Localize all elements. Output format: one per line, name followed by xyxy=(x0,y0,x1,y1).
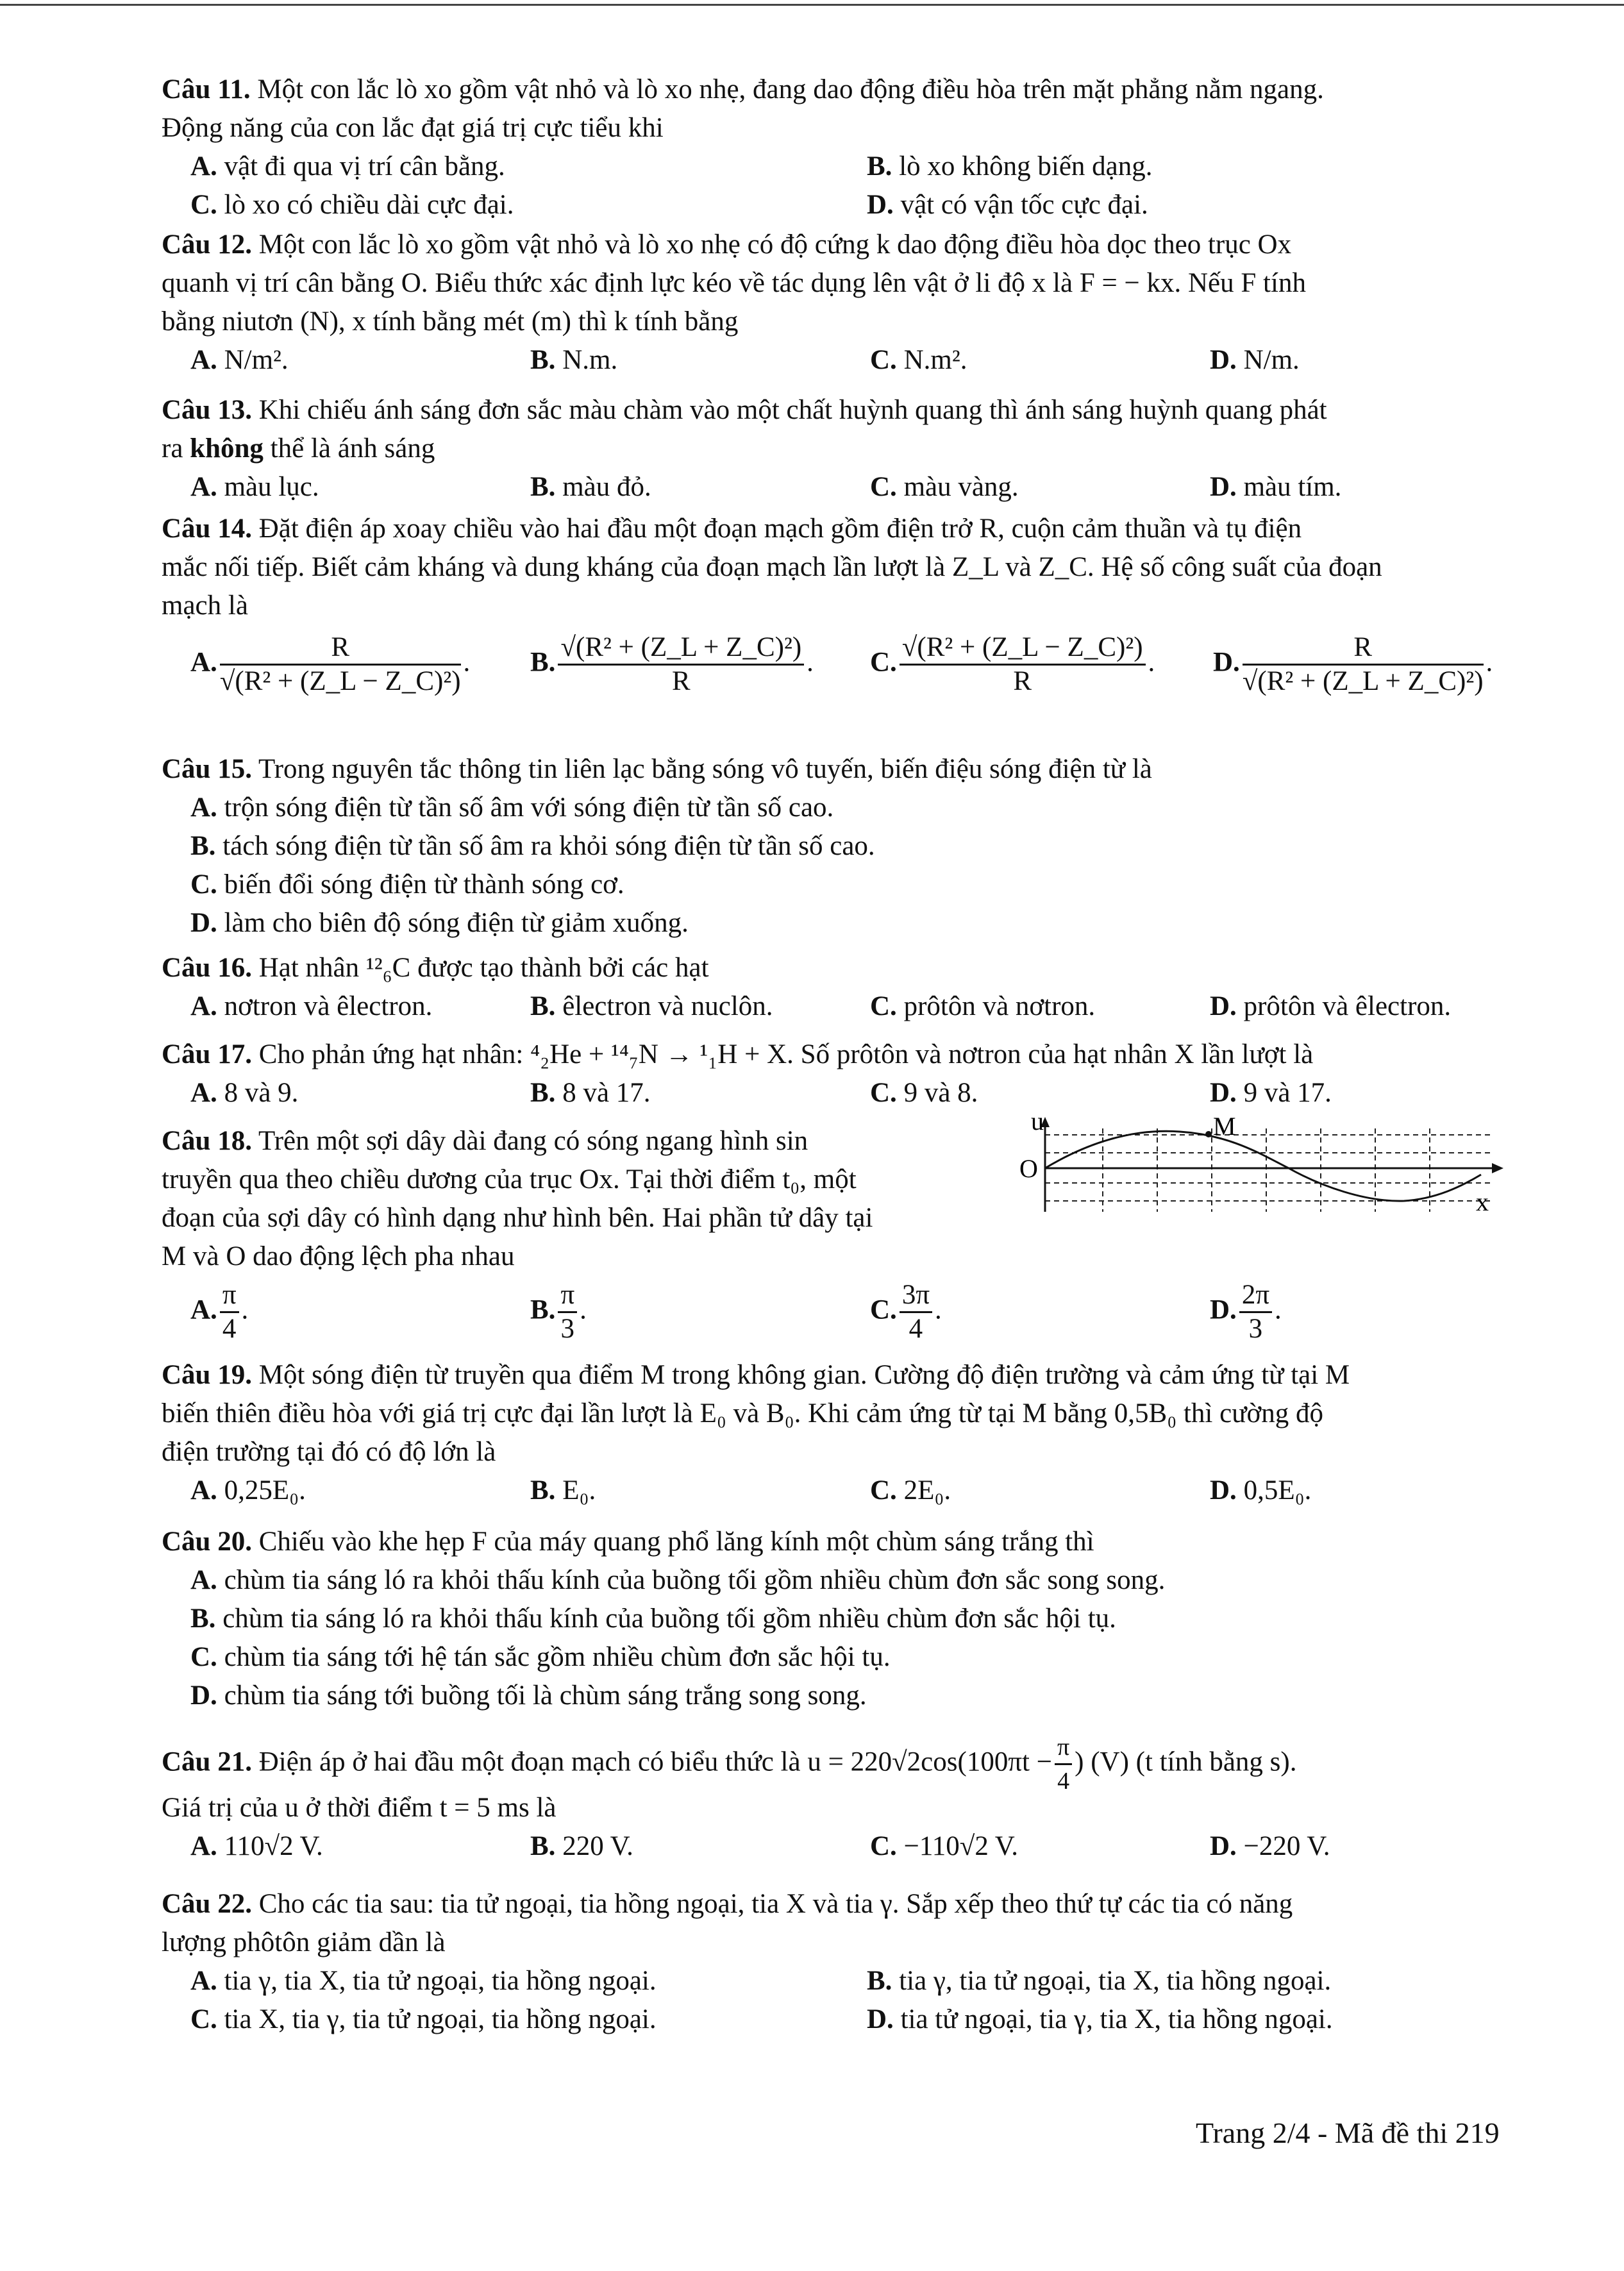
option-c: C. −110√2 V. xyxy=(870,1831,1019,1861)
option-d: D. 0,5E₀. xyxy=(1210,1475,1312,1505)
option-b: B. chùm tia sáng ló ra khỏi thấu kính của buồng tối gồm nhiều chùm đơn sắc hội tụ. xyxy=(190,1604,1116,1634)
question-label: Câu 12. xyxy=(162,230,252,260)
nuclide-symbol: ¹²₆C xyxy=(365,953,411,983)
option-c: C. lò xo có chiều dài cực đại. xyxy=(190,190,514,220)
question-label: Câu 14. xyxy=(162,514,252,544)
question-21: Câu 21. Điện áp ở hai đầu một đoạn mạch có biểu thức là u = 220√2cos(100πt − $\frac{\pi}{4}$ ) (V) (t tính bằng s). Giá trị của u ở thời điểm t = 5 ms là A. 110√2 V. B. 220 V. C. −110√2 V. D. −220 V. xyxy=(162,1731,1526,1866)
option-d: D. $\frac{2\pi}{3}$ . xyxy=(1210,1280,1282,1344)
option-a: A. nơtron và êlectron. xyxy=(190,991,433,1021)
option-c: C. N.m². xyxy=(870,345,967,375)
option-a: A. N/m². xyxy=(190,345,289,375)
option-b: B. 8 và 17. xyxy=(530,1078,651,1108)
option-b: B. N.m. xyxy=(530,345,618,375)
question-14 xyxy=(162,510,1526,708)
question-18-options xyxy=(162,1279,1526,1350)
question-stem: Một con lắc lò xo gồm vật nhỏ và lò xo nhẹ, đang dao động điều hòa trên mặt phẳng nằm ngang. xyxy=(257,74,1324,105)
question-19 xyxy=(162,1356,1526,1510)
question-label: Câu 22. xyxy=(162,1889,252,1919)
option-c: C. 9 và 8. xyxy=(870,1078,978,1108)
option-b: B. tách sóng điện từ tần số âm ra khỏi sóng điện từ tần số cao. xyxy=(190,831,875,861)
question-18 xyxy=(162,1122,995,1276)
question-stem: mạch là xyxy=(162,591,248,621)
question-stem: Chiếu vào khe hẹp F của máy quang phổ lăng kính một chùm sáng trắng thì xyxy=(258,1527,1094,1557)
question-stem: M và O dao động lệch pha nhau xyxy=(162,1241,515,1271)
option-a: A. chùm tia sáng ló ra khỏi thấu kính của buồng tối gồm nhiều chùm đơn sắc song song. xyxy=(190,1565,1166,1595)
question-stem: đoạn của sợi dây có hình dạng như hình bên. Hai phần tử dây tại xyxy=(162,1203,873,1233)
option-b: B. tia γ, tia tử ngoại, tia X, tia hồng ngoại. xyxy=(867,1966,1332,1996)
page-footer: Trang 2/4 - Mã đề thi 219 xyxy=(1196,2116,1500,2149)
axis-label-u: u xyxy=(1031,1116,1044,1136)
question-stem: Cho các tia sau: tia tử ngoại, tia hồng ngoại, tia X và tia γ. Sắp xếp theo thứ tự các tia có năng xyxy=(258,1889,1293,1919)
option-b: B. E₀. xyxy=(530,1475,596,1505)
option-a: A. màu lục. xyxy=(190,472,319,502)
question-label: Câu 19. xyxy=(162,1360,252,1390)
question-15 xyxy=(162,750,1526,943)
origin-label: O xyxy=(1019,1154,1038,1183)
question-16: Câu 16. Hạt nhân ¹²₆C được tạo thành bởi các hạt A. nơtron và êlectron. B. êlectron và nuclôn. C. prôtôn và nơtron. D. prôtôn và êlectron. xyxy=(162,949,1526,1026)
question-label: Câu 15. xyxy=(162,754,252,784)
point-m-label: M xyxy=(1213,1116,1236,1141)
question-12 xyxy=(162,226,1526,380)
option-b: B. $\frac{\pi}{3}$ . xyxy=(530,1280,587,1344)
question-label: Câu 18. xyxy=(162,1126,252,1156)
question-label: Câu 20. xyxy=(162,1527,252,1557)
question-label: Câu 21. xyxy=(162,1747,252,1777)
option-d: D. màu tím. xyxy=(1210,472,1342,502)
axis-label-x: x xyxy=(1476,1187,1489,1216)
question-stem: quanh vị trí cân bằng O. Biểu thức xác định lực kéo về tác dụng lên vật ở li độ x là F = − kx. Nếu F tính xyxy=(162,268,1306,298)
option-d: D. tia tử ngoại, tia γ, tia X, tia hồng ngoại. xyxy=(867,2004,1333,2034)
option-a: A. trộn sóng điện từ tần số âm với sóng điện từ tần số cao. xyxy=(190,792,834,823)
question-label: Câu 13. xyxy=(162,395,252,425)
question-stem: biến thiên điều hòa với giá trị cực đại lần lượt là E₀ và B₀. Khi cảm ứng từ tại M bằng 0,5B₀ thì cường độ xyxy=(162,1398,1324,1429)
option-c: C. prôtôn và nơtron. xyxy=(870,991,1096,1021)
question-stem: điện trường tại đó có độ lớn là xyxy=(162,1437,496,1467)
option-a: A. 110√2 V. xyxy=(190,1831,323,1861)
question-stem: Đặt điện áp xoay chiều vào hai đầu một đoạn mạch gồm điện trở R, cuộn cảm thuần và tụ điện xyxy=(258,514,1302,544)
question-label: Câu 11. xyxy=(162,74,251,105)
option-a: A. $\frac{R}{\text{√(R² + (Z\_L − Z\_C)²)}}$ . xyxy=(190,632,471,696)
question-stem: Trong nguyên tắc thông tin liên lạc bằng sóng vô tuyến, biến điệu sóng điện từ là xyxy=(258,754,1152,784)
option-d: D. prôtôn và êlectron. xyxy=(1210,991,1452,1021)
option-a: A. tia γ, tia X, tia tử ngoại, tia hồng ngoại. xyxy=(190,1966,657,1996)
question-13: Câu 13. Khi chiếu ánh sáng đơn sắc màu chàm vào một chất huỳnh quang thì ánh sáng huỳnh quang phát ra không thể là ánh sáng A. màu lục. B. màu đỏ. C. màu vàng. D. màu tím. xyxy=(162,391,1526,507)
option-a: A. $\frac{\pi}{4}$ . xyxy=(190,1280,249,1344)
option-a: A. 8 và 9. xyxy=(190,1078,299,1108)
option-d: D. chùm tia sáng tới buồng tối là chùm sáng trắng song song. xyxy=(190,1680,867,1711)
emphasis-not: không xyxy=(190,433,264,464)
option-b: B. 220 V. xyxy=(530,1831,633,1861)
option-c: C. 2E₀. xyxy=(870,1475,951,1505)
question-stem: Một con lắc lò xo gồm vật nhỏ và lò xo nhẹ có độ cứng k dao động điều hòa dọc theo trục Ox xyxy=(258,230,1292,260)
question-17: Câu 17. Cho phản ứng hạt nhân: ⁴₂He + ¹⁴₇N → ¹₁H + X. Số prôtôn và nơtron của hạt nhân X lần lượt là A. 8 và 9. B. 8 và 17. C. 9 và 8. D. 9 và 17. xyxy=(162,1035,1526,1112)
option-d: D. −220 V. xyxy=(1210,1831,1330,1861)
question-11 xyxy=(162,71,1526,224)
option-d: D. vật có vận tốc cực đại. xyxy=(867,190,1148,220)
option-d: D. $\frac{R}{\text{√(R² + (Z\_L + Z\_C)²)}}$ . xyxy=(1213,632,1493,696)
option-b: B. $\frac{\text{√(R² + (Z\_L + Z\_C)²)}}{R}$ . xyxy=(530,632,814,696)
reaction-equation: ⁴₂He + ¹⁴₇N → ¹₁H + X xyxy=(530,1039,787,1069)
option-c: C. tia X, tia γ, tia tử ngoại, tia hồng ngoại. xyxy=(190,2004,657,2034)
question-stem: Giá trị của u ở thời điểm t = 5 ms là xyxy=(162,1793,557,1823)
question-stem: Động năng của con lắc đạt giá trị cực tiểu khi xyxy=(162,113,664,143)
option-d: D. làm cho biên độ sóng điện từ giảm xuống. xyxy=(190,908,689,938)
option-c: C. biến đổi sóng điện từ thành sóng cơ. xyxy=(190,869,624,900)
question-label: Câu 16. xyxy=(162,953,252,983)
option-a: A. 0,25E₀. xyxy=(190,1475,306,1505)
question-stem: truyền qua theo chiều dương của trục Ox. Tại thời điểm t₀, một xyxy=(162,1164,857,1194)
option-c: C. $\frac{\text{√(R² + (Z\_L − Z\_C)²)}}{R}$ . xyxy=(870,632,1155,696)
wave-figure xyxy=(1019,1116,1507,1234)
question-label: Câu 17. xyxy=(162,1039,252,1069)
question-stem: bằng niutơn (N), x tính bằng mét (m) thì k tính bằng xyxy=(162,306,739,337)
top-rule xyxy=(0,4,1624,6)
option-b: B. màu đỏ. xyxy=(530,472,651,502)
option-c: C. màu vàng. xyxy=(870,472,1019,502)
question-22 xyxy=(162,1885,1526,2039)
option-b: B. lò xo không biến dạng. xyxy=(867,151,1153,181)
question-stem: Khi chiếu ánh sáng đơn sắc màu chàm vào một chất huỳnh quang thì ánh sáng huỳnh quang phát xyxy=(258,395,1327,425)
option-c: C. $\frac{3\pi}{4}$ . xyxy=(870,1280,942,1344)
question-stem: Trên một sợi dây dài đang có sóng ngang hình sin xyxy=(258,1126,808,1156)
option-a: A. vật đi qua vị trí cân bằng. xyxy=(190,151,505,181)
question-stem: mắc nối tiếp. Biết cảm kháng và dung kháng của đoạn mạch lần lượt là Z_L và Z_C. Hệ số công suất của đoạn xyxy=(162,552,1382,582)
question-20 xyxy=(162,1523,1526,1715)
option-c: C. chùm tia sáng tới hệ tán sắc gồm nhiều chùm đơn sắc hội tụ. xyxy=(190,1642,891,1672)
question-stem: Một sóng điện từ truyền qua điểm M trong không gian. Cường độ điện trường và cảm ứng từ tại M xyxy=(258,1360,1350,1390)
question-stem: lượng phôtôn giảm dần là xyxy=(162,1927,446,1957)
option-d: D. 9 và 17. xyxy=(1210,1078,1332,1108)
option-b: B. êlectron và nuclôn. xyxy=(530,991,773,1021)
option-d: D. N/m. xyxy=(1210,345,1300,375)
